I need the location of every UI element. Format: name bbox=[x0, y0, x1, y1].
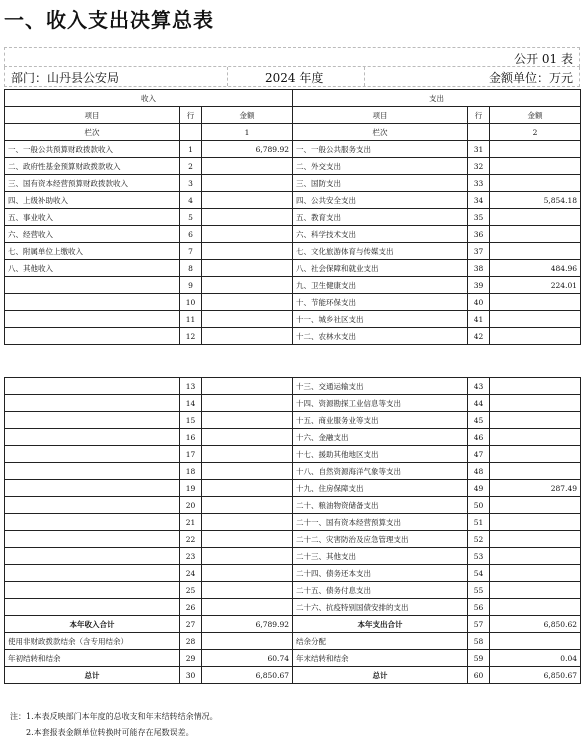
expense-item-cell: 三、国防支出 bbox=[293, 175, 468, 192]
income-item-cell: 使用非财政拨款结余（含专用结余） bbox=[5, 633, 180, 650]
income-amount-cell bbox=[202, 243, 293, 260]
expense-amount-cell: 0.04 bbox=[490, 650, 581, 667]
income-row-number: 6 bbox=[180, 226, 202, 243]
table-row bbox=[5, 294, 581, 311]
expense-item-cell: 一、一般公共服务支出 bbox=[293, 141, 468, 158]
expense-item-cell: 十八、自然资源海洋气象等支出 bbox=[293, 463, 468, 480]
income-row-number: 4 bbox=[180, 192, 202, 209]
expense-row-number: 55 bbox=[468, 582, 490, 599]
income-item-cell: 总计 bbox=[5, 667, 180, 684]
income-row-number: 15 bbox=[180, 412, 202, 429]
expense-row-number: 60 bbox=[468, 667, 490, 684]
income-amount-cell bbox=[202, 328, 293, 345]
table-row bbox=[5, 209, 581, 226]
income-row-number: 10 bbox=[180, 294, 202, 311]
summary-table-part2 bbox=[4, 377, 581, 684]
expense-row-header: 行 bbox=[468, 107, 490, 124]
divider bbox=[227, 67, 228, 86]
expense-item-cell: 二十四、债务还本支出 bbox=[293, 565, 468, 582]
table-row bbox=[5, 243, 581, 260]
expense-item-cell: 二十一、国有资本经营预算支出 bbox=[293, 514, 468, 531]
income-row-number: 12 bbox=[180, 328, 202, 345]
income-item-cell bbox=[5, 378, 180, 395]
income-amount-cell bbox=[202, 226, 293, 243]
expense-item-cell: 七、文化旅游体育与传媒支出 bbox=[293, 243, 468, 260]
expense-row-number: 52 bbox=[468, 531, 490, 548]
table-row bbox=[5, 395, 581, 412]
income-amount-cell: 60.74 bbox=[202, 650, 293, 667]
income-row-number: 11 bbox=[180, 311, 202, 328]
summary-table-part1 bbox=[4, 89, 581, 345]
expense-item-cell: 二、外交支出 bbox=[293, 158, 468, 175]
expense-amount-cell bbox=[490, 226, 581, 243]
table-row bbox=[5, 226, 581, 243]
income-amount-cell bbox=[202, 514, 293, 531]
expense-item-cell: 五、教育支出 bbox=[293, 209, 468, 226]
income-row-number: 17 bbox=[180, 446, 202, 463]
table-row bbox=[5, 480, 581, 497]
department-label: 部门：山丹县公安局 bbox=[11, 71, 120, 85]
income-amount-cell bbox=[202, 480, 293, 497]
income-row-number: 8 bbox=[180, 260, 202, 277]
income-row-number: 9 bbox=[180, 277, 202, 294]
expense-item-cell: 二十五、债务付息支出 bbox=[293, 582, 468, 599]
expense-row-number: 58 bbox=[468, 633, 490, 650]
income-item-cell: 六、经营收入 bbox=[5, 226, 180, 243]
income-row-number: 30 bbox=[180, 667, 202, 684]
expense-row-number: 33 bbox=[468, 175, 490, 192]
income-amount-cell bbox=[202, 497, 293, 514]
expense-amount-cell bbox=[490, 158, 581, 175]
income-col-label: 栏次 bbox=[5, 124, 180, 141]
expense-row-number: 43 bbox=[468, 378, 490, 395]
income-item-cell: 二、政府性基金预算财政拨款收入 bbox=[5, 158, 180, 175]
expense-amount-cell: 484.96 bbox=[490, 260, 581, 277]
expense-col-number: 2 bbox=[490, 124, 581, 141]
expense-item-cell: 八、社会保障和就业支出 bbox=[293, 260, 468, 277]
form-number: 公开 01 表 bbox=[514, 52, 573, 66]
income-row-number: 19 bbox=[180, 480, 202, 497]
income-item-cell bbox=[5, 548, 180, 565]
income-item-cell bbox=[5, 311, 180, 328]
expense-row-number: 44 bbox=[468, 395, 490, 412]
expense-item-cell: 年末结转和结余 bbox=[293, 650, 468, 667]
table-row bbox=[5, 141, 581, 158]
expense-item-cell: 十七、援助其他地区支出 bbox=[293, 446, 468, 463]
expense-row-number: 31 bbox=[468, 141, 490, 158]
expense-row-number: 41 bbox=[468, 311, 490, 328]
expense-amount-cell bbox=[490, 599, 581, 616]
income-item-cell bbox=[5, 599, 180, 616]
report-meta-bar bbox=[4, 67, 580, 87]
income-item-cell bbox=[5, 582, 180, 599]
expense-row-number: 54 bbox=[468, 565, 490, 582]
expense-header: 支出 bbox=[293, 90, 581, 107]
expense-row-number: 37 bbox=[468, 243, 490, 260]
income-amount-cell bbox=[202, 565, 293, 582]
income-amount-cell bbox=[202, 209, 293, 226]
income-item-cell: 本年收入合计 bbox=[5, 616, 180, 633]
expense-amount-cell bbox=[490, 141, 581, 158]
empty-cell bbox=[468, 124, 490, 141]
expense-row-number: 50 bbox=[468, 497, 490, 514]
expense-item-cell: 结余分配 bbox=[293, 633, 468, 650]
expense-item-cell: 九、卫生健康支出 bbox=[293, 277, 468, 294]
income-amount-cell bbox=[202, 175, 293, 192]
table-row bbox=[5, 328, 581, 345]
table-row bbox=[5, 192, 581, 209]
income-item-cell bbox=[5, 497, 180, 514]
expense-amount-cell: 287.49 bbox=[490, 480, 581, 497]
expense-row-number: 46 bbox=[468, 429, 490, 446]
expense-amount-cell bbox=[490, 328, 581, 345]
expense-amount-cell: 6,850.62 bbox=[490, 616, 581, 633]
expense-amount-cell bbox=[490, 531, 581, 548]
income-amount-cell bbox=[202, 395, 293, 412]
income-amount-header: 金额 bbox=[202, 107, 293, 124]
income-row-number: 13 bbox=[180, 378, 202, 395]
income-row-number: 24 bbox=[180, 565, 202, 582]
income-amount-cell bbox=[202, 548, 293, 565]
table-row bbox=[5, 446, 581, 463]
table-row bbox=[5, 582, 581, 599]
income-item-cell bbox=[5, 412, 180, 429]
income-amount-cell: 6,789.92 bbox=[202, 141, 293, 158]
expense-row-number: 56 bbox=[468, 599, 490, 616]
income-row-number: 5 bbox=[180, 209, 202, 226]
income-amount-cell bbox=[202, 192, 293, 209]
expense-amount-header: 金额 bbox=[490, 107, 581, 124]
income-amount-cell: 6,850.67 bbox=[202, 667, 293, 684]
expense-amount-cell bbox=[490, 412, 581, 429]
table-row bbox=[5, 548, 581, 565]
table-row bbox=[5, 412, 581, 429]
expense-amount-cell bbox=[490, 548, 581, 565]
footnotes bbox=[10, 709, 218, 741]
income-amount-cell bbox=[202, 412, 293, 429]
expense-item-cell: 本年支出合计 bbox=[293, 616, 468, 633]
expense-amount-cell bbox=[490, 582, 581, 599]
table-row bbox=[5, 311, 581, 328]
income-row-number: 2 bbox=[180, 158, 202, 175]
table-row bbox=[5, 497, 581, 514]
income-item-cell bbox=[5, 277, 180, 294]
expense-row-number: 34 bbox=[468, 192, 490, 209]
income-amount-cell bbox=[202, 429, 293, 446]
income-row-number: 1 bbox=[180, 141, 202, 158]
expense-item-cell: 十二、农林水支出 bbox=[293, 328, 468, 345]
expense-row-number: 39 bbox=[468, 277, 490, 294]
income-amount-cell: 6,789.92 bbox=[202, 616, 293, 633]
income-header: 收入 bbox=[5, 90, 293, 107]
footnote-2: 2.本套报表金额单位转换时可能存在尾数误差。 bbox=[26, 728, 194, 737]
table-row bbox=[5, 650, 581, 667]
expense-amount-cell bbox=[490, 294, 581, 311]
income-amount-cell bbox=[202, 463, 293, 480]
unit-label: 金额单位：万元 bbox=[488, 71, 573, 85]
income-row-number: 22 bbox=[180, 531, 202, 548]
income-row-number: 26 bbox=[180, 599, 202, 616]
expense-item-cell: 十四、资源勘探工业信息等支出 bbox=[293, 395, 468, 412]
table-row bbox=[5, 378, 581, 395]
income-amount-cell bbox=[202, 294, 293, 311]
income-row-number: 29 bbox=[180, 650, 202, 667]
income-amount-cell bbox=[202, 378, 293, 395]
table-row bbox=[5, 667, 581, 684]
income-row-number: 28 bbox=[180, 633, 202, 650]
table-row bbox=[5, 277, 581, 294]
income-row-number: 16 bbox=[180, 429, 202, 446]
table-row bbox=[5, 175, 581, 192]
income-row-number: 27 bbox=[180, 616, 202, 633]
expense-item-cell: 十五、商业服务业等支出 bbox=[293, 412, 468, 429]
expense-amount-cell bbox=[490, 633, 581, 650]
table-row bbox=[5, 633, 581, 650]
income-item-cell bbox=[5, 480, 180, 497]
expense-amount-cell bbox=[490, 209, 581, 226]
income-item-cell: 五、事业收入 bbox=[5, 209, 180, 226]
table-row bbox=[5, 158, 581, 175]
income-row-number: 3 bbox=[180, 175, 202, 192]
income-item-header: 项目 bbox=[5, 107, 180, 124]
expense-amount-cell bbox=[490, 175, 581, 192]
expense-row-number: 53 bbox=[468, 548, 490, 565]
income-item-cell bbox=[5, 294, 180, 311]
income-item-cell bbox=[5, 395, 180, 412]
expense-item-cell: 十、节能环保支出 bbox=[293, 294, 468, 311]
income-amount-cell bbox=[202, 582, 293, 599]
expense-row-number: 57 bbox=[468, 616, 490, 633]
income-row-number: 7 bbox=[180, 243, 202, 260]
table-row bbox=[5, 599, 581, 616]
income-amount-cell bbox=[202, 599, 293, 616]
income-item-cell bbox=[5, 429, 180, 446]
section-header-row bbox=[5, 90, 581, 107]
expense-row-number: 40 bbox=[468, 294, 490, 311]
expense-amount-cell bbox=[490, 429, 581, 446]
expense-row-number: 48 bbox=[468, 463, 490, 480]
expense-row-number: 35 bbox=[468, 209, 490, 226]
expense-amount-cell: 6,850.67 bbox=[490, 667, 581, 684]
empty-cell bbox=[180, 124, 202, 141]
expense-row-number: 42 bbox=[468, 328, 490, 345]
expense-item-cell: 总计 bbox=[293, 667, 468, 684]
expense-item-cell: 六、科学技术支出 bbox=[293, 226, 468, 243]
expense-item-cell: 四、公共安全支出 bbox=[293, 192, 468, 209]
expense-amount-cell bbox=[490, 378, 581, 395]
table-row bbox=[5, 514, 581, 531]
expense-item-cell: 二十三、其他支出 bbox=[293, 548, 468, 565]
expense-amount-cell bbox=[490, 446, 581, 463]
income-item-cell bbox=[5, 463, 180, 480]
expense-item-header: 项目 bbox=[293, 107, 468, 124]
income-row-number: 21 bbox=[180, 514, 202, 531]
expense-item-cell: 十三、交通运输支出 bbox=[293, 378, 468, 395]
expense-row-number: 45 bbox=[468, 412, 490, 429]
table-row bbox=[5, 260, 581, 277]
expense-amount-cell bbox=[490, 497, 581, 514]
page-title: 一、收入支出决算总表 bbox=[4, 8, 214, 32]
table-row bbox=[5, 616, 581, 633]
income-item-cell bbox=[5, 446, 180, 463]
expense-amount-cell bbox=[490, 311, 581, 328]
expense-row-number: 59 bbox=[468, 650, 490, 667]
expense-amount-cell: 224.01 bbox=[490, 277, 581, 294]
divider bbox=[364, 67, 365, 86]
income-item-cell: 一、一般公共预算财政拨款收入 bbox=[5, 141, 180, 158]
expense-row-number: 49 bbox=[468, 480, 490, 497]
expense-item-cell: 十九、住房保障支出 bbox=[293, 480, 468, 497]
income-row-number: 23 bbox=[180, 548, 202, 565]
income-row-number: 18 bbox=[180, 463, 202, 480]
income-item-cell: 七、附属单位上缴收入 bbox=[5, 243, 180, 260]
income-amount-cell bbox=[202, 311, 293, 328]
income-amount-cell bbox=[202, 446, 293, 463]
expense-row-number: 36 bbox=[468, 226, 490, 243]
income-row-number: 25 bbox=[180, 582, 202, 599]
expense-item-cell: 十一、城乡社区支出 bbox=[293, 311, 468, 328]
income-item-cell bbox=[5, 565, 180, 582]
expense-item-cell: 二十、粮油物资储备支出 bbox=[293, 497, 468, 514]
expense-row-number: 32 bbox=[468, 158, 490, 175]
expense-item-cell: 二十六、抗疫特别国债安排的支出 bbox=[293, 599, 468, 616]
income-item-cell: 年初结转和结余 bbox=[5, 650, 180, 667]
expense-item-cell: 十六、金融支出 bbox=[293, 429, 468, 446]
income-row-number: 14 bbox=[180, 395, 202, 412]
income-item-cell: 四、上级补助收入 bbox=[5, 192, 180, 209]
expense-row-number: 47 bbox=[468, 446, 490, 463]
income-amount-cell bbox=[202, 158, 293, 175]
footnote-1: 注：1.本表反映部门本年度的总收支和年末结转结余情况。 bbox=[10, 712, 218, 721]
income-amount-cell bbox=[202, 277, 293, 294]
table-row bbox=[5, 531, 581, 548]
year-label: 2024 年度 bbox=[265, 71, 324, 85]
income-item-cell: 八、其他收入 bbox=[5, 260, 180, 277]
table-row bbox=[5, 429, 581, 446]
expense-item-cell: 二十二、灾害防治及应急管理支出 bbox=[293, 531, 468, 548]
table-row bbox=[5, 565, 581, 582]
form-number-bar bbox=[4, 47, 580, 67]
expense-col-label: 栏次 bbox=[293, 124, 468, 141]
income-item-cell: 三、国有资本经营预算财政拨款收入 bbox=[5, 175, 180, 192]
expense-amount-cell bbox=[490, 395, 581, 412]
column-header-row bbox=[5, 107, 581, 124]
income-item-cell bbox=[5, 531, 180, 548]
table-row bbox=[5, 463, 581, 480]
income-item-cell bbox=[5, 328, 180, 345]
expense-amount-cell bbox=[490, 243, 581, 260]
expense-row-number: 51 bbox=[468, 514, 490, 531]
expense-amount-cell bbox=[490, 565, 581, 582]
income-item-cell bbox=[5, 514, 180, 531]
income-col-number: 1 bbox=[202, 124, 293, 141]
income-row-header: 行 bbox=[180, 107, 202, 124]
column-index-row bbox=[5, 124, 581, 141]
income-amount-cell bbox=[202, 633, 293, 650]
expense-amount-cell bbox=[490, 514, 581, 531]
expense-row-number: 38 bbox=[468, 260, 490, 277]
income-amount-cell bbox=[202, 531, 293, 548]
expense-amount-cell: 5,854.18 bbox=[490, 192, 581, 209]
income-row-number: 20 bbox=[180, 497, 202, 514]
income-amount-cell bbox=[202, 260, 293, 277]
expense-amount-cell bbox=[490, 463, 581, 480]
